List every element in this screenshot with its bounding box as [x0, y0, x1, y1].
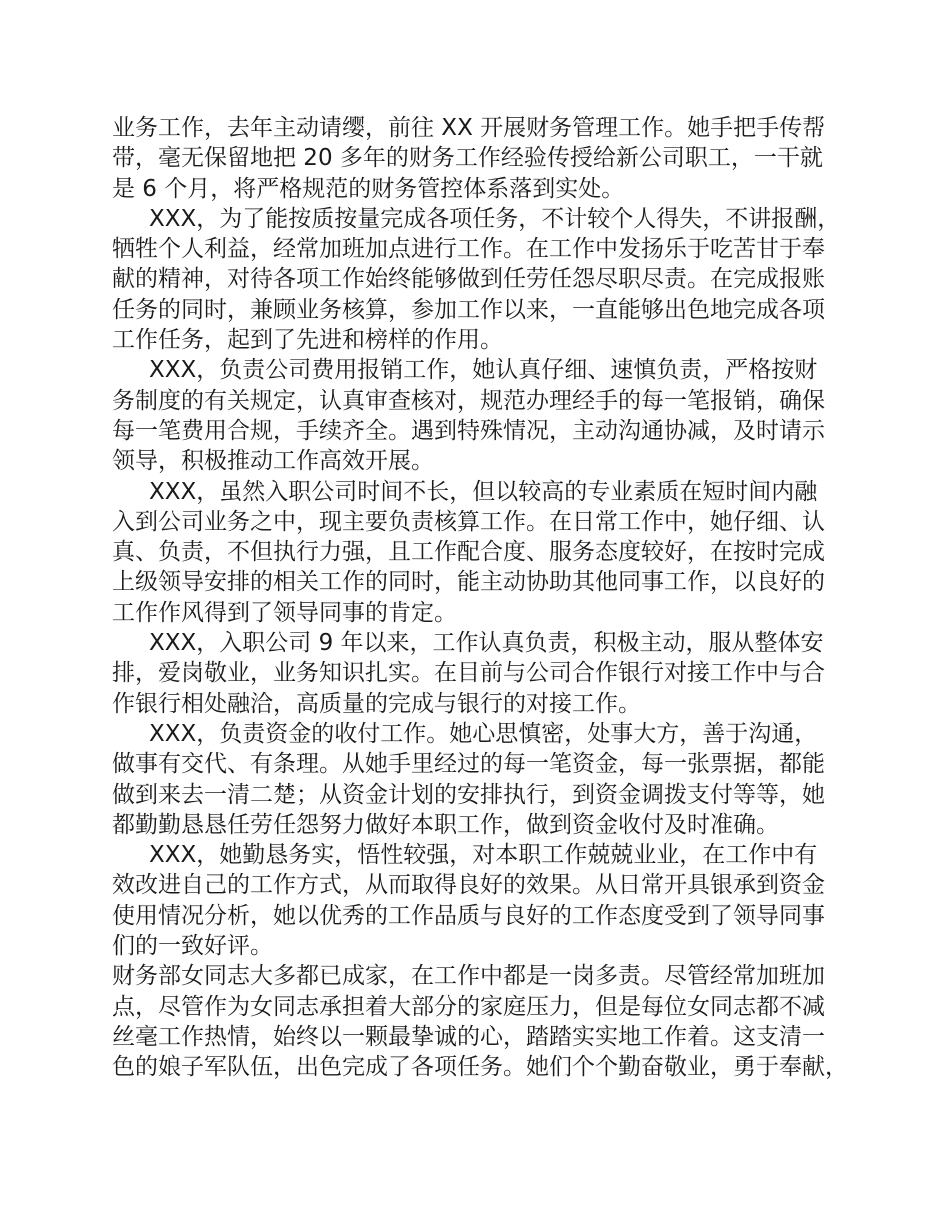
text-line: 色的娘子军队伍，出色完成了各项任务。她们个个勤奋敬业，勇于奉献，: [112, 1054, 848, 1081]
text-line: 都勤勤恳恳任劳任怨努力做好本职工作，做到资金收付及时准确。: [112, 811, 779, 838]
text-line: 业务工作，去年主动请缨，前往 XX 开展财务管理工作。她手把手传帮: [112, 115, 826, 141]
text-line: XXX，虽然入职公司时间不长，但以较高的专业素质在短时间内融: [149, 478, 818, 505]
text-line: 牺牲个人利益，经常加班加点进行工作。在工作中发扬乐于吃苦甘于奉: [112, 236, 825, 263]
text-line: 入到公司业务之中，现主要负责核算工作。在日常工作中，她仔细、认: [112, 508, 825, 535]
paragraph-2: [112, 204, 852, 355]
paragraph-8: [112, 961, 852, 1082]
text-line: 做到来去一清二楚；从资金计划的安排执行，到资金调拨支付等等，她: [112, 781, 825, 808]
text-line: 丝毫工作热情，始终以一颗最挚诚的心，踏踏实实地工作着。这支清一: [112, 1023, 825, 1050]
text-line: 带，毫无保留地把 20 多年的财务工作经验传授给新公司职工，一干就: [112, 145, 823, 172]
text-line: 使用情况分析，她以优秀的工作品质与良好的工作态度受到了领导同事: [112, 902, 825, 929]
text-line: 任务的同时，兼顾业务核算，参加工作以来，一直能够出色地完成各项: [112, 296, 825, 323]
paragraph-6: [112, 719, 852, 840]
text-line: 上级领导安排的相关工作的同时，能主动协助其他同事工作，以良好的: [112, 569, 825, 596]
paragraph-5: [112, 628, 852, 719]
text-line: 工作作风得到了领导同事的肯定。: [112, 599, 457, 626]
text-line: 财务部女同志大多都已成家，在工作中都是一岗多责。尽管经常加班加: [112, 963, 825, 990]
text-line: 做事有交代、有条理。从她手里经过的每一笔资金，每一张票据，都能: [112, 751, 825, 778]
document-body: [112, 113, 852, 1083]
text-line: XXX，负责资金的收付工作。她心思慎密，处事大方，善于沟通，: [149, 720, 818, 747]
paragraph-7: [112, 840, 852, 961]
text-line: 工作任务，起到了先进和榜样的作用。: [112, 327, 503, 354]
text-line: 献的精神，对待各项工作始终能够做到任劳任怨尽职尽责。在完成报账: [112, 266, 825, 293]
text-line: 真、负责，不但执行力强，且工作配合度、服务态度较好，在按时完成: [112, 539, 825, 566]
paragraph-4: [112, 477, 852, 628]
text-line: XXX，为了能按质按量完成各项任务，不计较个人得失，不讲报酬，: [149, 205, 841, 232]
text-line: XXX，入职公司 9 年以来，工作认真负责，积极主动，服从整体安: [149, 630, 824, 657]
text-line: 排，爱岗敬业，业务知识扎实。在目前与公司合作银行对接工作中与合: [112, 660, 825, 687]
text-line: 作银行相处融洽，高质量的完成与银行的对接工作。: [112, 690, 641, 717]
text-line: XXX，她勤恳务实，悟性较强，对本职工作兢兢业业，在工作中有: [149, 842, 818, 869]
text-line: XXX，负责公司费用报销工作，她认真仔细、速慎负责，严格按财: [149, 357, 818, 384]
text-line: 务制度的有关规定，认真审查核对，规范办理经手的每一笔报销，确保: [112, 387, 825, 414]
text-line: 们的一致好评。: [112, 933, 273, 960]
text-line: 是 6 个月，将严格规范的财务管控体系落到实处。: [112, 175, 625, 202]
text-line: 效改进自己的工作方式，从而取得良好的效果。从日常开具银承到资金: [112, 872, 825, 899]
text-line: 点，尽管作为女同志承担着大部分的家庭压力，但是每位女同志都不减: [112, 993, 825, 1020]
text-line: 每一笔费用合规，手续齐全。遇到特殊情况，主动沟通协减，及时请示: [112, 417, 825, 444]
paragraph-1: [112, 113, 852, 204]
paragraph-3: [112, 355, 852, 476]
text-line: 领导，积极推动工作高效开展。: [112, 448, 434, 475]
